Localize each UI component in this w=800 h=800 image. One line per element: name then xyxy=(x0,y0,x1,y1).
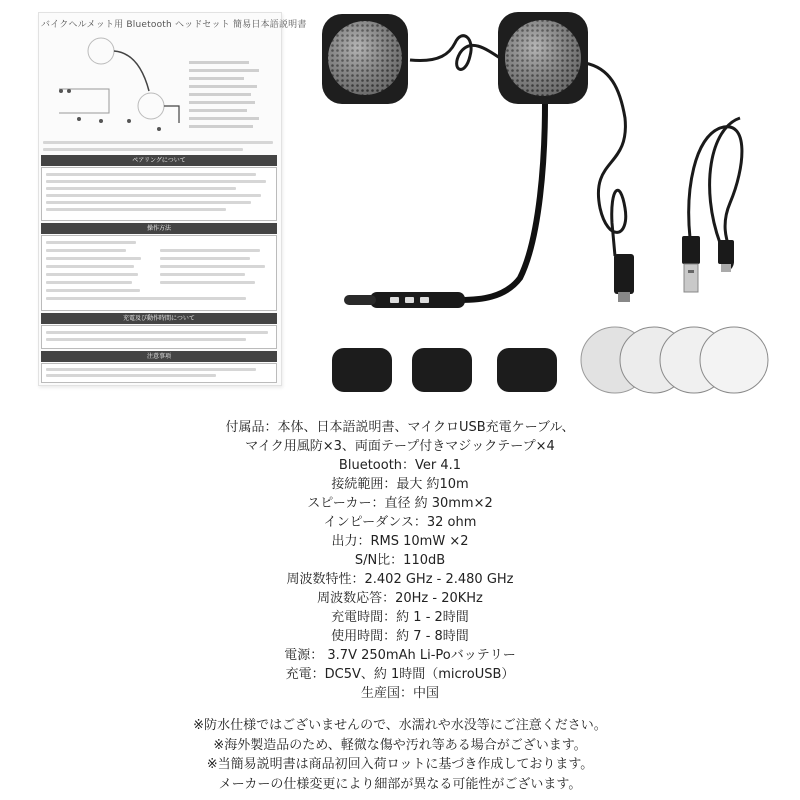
spec-line: スピーカー：直径 約 30mm×2 xyxy=(307,496,493,511)
spec-line: 生産国：中国 xyxy=(360,686,439,701)
note-line: ※当簡易説明書は商品初回入荷ロットに基づき作成しております。 xyxy=(206,757,594,772)
note-line: ※海外製造品のため、軽微な傷や汚れ等ある場合がございます。 xyxy=(213,737,587,753)
product-photo xyxy=(290,8,790,398)
spec-line: 充電時間：約 1 - 2時間 xyxy=(331,610,469,625)
note-line: ※防水仕様ではございませんので、水濡れや水没等にご注意ください。 xyxy=(193,718,607,733)
manual-diagram xyxy=(39,31,281,141)
spec-list xyxy=(0,418,800,703)
manual-section-charging: 充電及び動作時間について xyxy=(41,313,277,324)
spec-line: S/N比：110dB xyxy=(354,553,446,568)
speaker-icon xyxy=(498,12,588,104)
spec-line: 電源： 3.7V 250mAh Li-Poバッテリー xyxy=(284,648,516,663)
manual-section-operation: 操作方法 xyxy=(41,223,277,234)
spec-line: インピーダンス：32 ohm xyxy=(323,515,477,530)
charging-text-box xyxy=(41,325,277,349)
manual-section-notes: 注意事項 xyxy=(41,351,277,362)
spec-line: マイク用風防×3、両面テープ付きマジックテープ×4 xyxy=(245,439,555,454)
spec-line: 使用時間：約 7 - 8時間 xyxy=(331,629,469,644)
manual-sheet xyxy=(38,12,307,386)
spec-line: 付属品：本体、日本語説明書、マイクロUSB充電ケーブル、 xyxy=(225,420,575,435)
spec-line: 周波数応答：20Hz - 20KHz xyxy=(317,591,483,606)
microphone-icon xyxy=(344,292,465,308)
pairing-text-box xyxy=(41,167,277,221)
note-line: メーカーの仕様変更により細部が異なる可能性がございます。 xyxy=(218,776,582,792)
wind-screen-icon xyxy=(332,348,557,392)
spec-line: Bluetooth：Ver 4.1 xyxy=(338,458,462,473)
notes-list xyxy=(0,716,800,794)
notes-text-box xyxy=(41,363,277,383)
manual-section-pairing: ペアリングについて xyxy=(41,155,277,166)
spec-line: 接続範囲：最大 約10m xyxy=(331,477,469,492)
spec-line: 充電：DC5V、約 1時間（microUSB） xyxy=(285,667,515,682)
speaker-icon xyxy=(322,14,408,104)
spec-line: 出力：RMS 10mW ×2 xyxy=(331,534,469,549)
operation-text-box xyxy=(41,235,277,311)
spec-line: 周波数特性：2.402 GHz - 2.480 GHz xyxy=(286,572,514,587)
velcro-tape-icon xyxy=(581,327,768,393)
usb-cable-icon xyxy=(614,254,634,302)
manual-title: バイクヘルメット用 Bluetooth ヘッドセット 簡易日本語説明書 xyxy=(41,20,307,30)
